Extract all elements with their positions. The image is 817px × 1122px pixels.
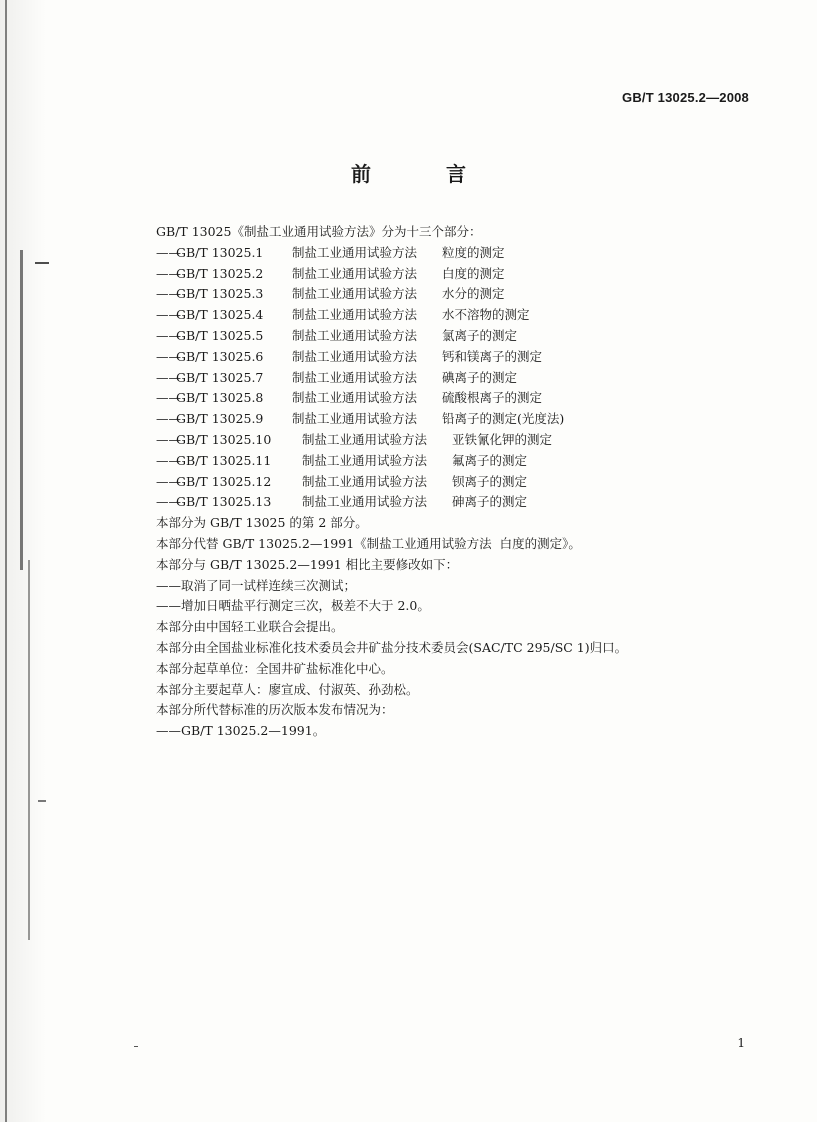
- part-item: 白度的测定: [442, 265, 505, 281]
- part-dash: ——: [156, 494, 181, 510]
- part-dash: ——: [156, 265, 181, 281]
- paragraph-line: ——GB/T 13025.2—1991。: [156, 723, 326, 739]
- part-dash: ——: [156, 348, 181, 364]
- part-method: 制盐工业通用试验方法: [292, 244, 418, 260]
- part-item: 硫酸根离子的测定: [442, 390, 543, 406]
- part-list-item: [156, 430, 756, 451]
- paragraph-line: 本部分所代替标准的历次版本发布情况为：: [156, 702, 394, 718]
- part-method: 制盐工业通用试验方法: [292, 286, 418, 302]
- part-dash: ——: [156, 244, 181, 260]
- part-list-item: [156, 305, 756, 326]
- part-code: GB/T 13025.3: [176, 286, 264, 302]
- paragraph-line: 本部分主要起草人：廖宣成、付淑英、孙劲松。: [156, 681, 419, 697]
- part-code: GB/T 13025.13: [176, 494, 272, 510]
- part-code: GB/T 13025.4: [176, 307, 264, 323]
- scan-margin-mark: [38, 800, 46, 802]
- part-item: 钡离子的测定: [452, 473, 528, 489]
- part-item: 碘离子的测定: [442, 369, 518, 385]
- part-method: 制盐工业通用试验方法: [302, 431, 428, 447]
- part-item: 水分的测定: [442, 286, 505, 302]
- part-item: 铅离子的测定(光度法): [442, 411, 565, 427]
- paragraph-line: 本部分与 GB/T 13025.2—1991 相比主要修改如下：: [156, 556, 459, 572]
- parts-list: [156, 243, 756, 513]
- part-list-item: [156, 243, 756, 264]
- part-code: GB/T 13025.6: [176, 348, 264, 364]
- part-dash: ——: [156, 327, 181, 343]
- part-code: GB/T 13025.11: [176, 452, 272, 468]
- part-method: 制盐工业通用试验方法: [292, 348, 418, 364]
- scan-margin-line: [20, 250, 23, 570]
- part-method: 制盐工业通用试验方法: [302, 494, 428, 510]
- part-item: 氟离子的测定: [452, 452, 528, 468]
- part-dash: ——: [156, 369, 181, 385]
- part-dash: ——: [156, 307, 181, 323]
- standard-code: GB/T 13025.2—2008: [622, 90, 749, 105]
- part-list-item: [156, 326, 756, 347]
- part-code: GB/T 13025.7: [176, 369, 264, 385]
- part-item: 砷离子的测定: [452, 494, 528, 510]
- page-number: 1: [737, 1036, 745, 1050]
- part-method: 制盐工业通用试验方法: [292, 327, 418, 343]
- part-item: 氯离子的测定: [442, 327, 518, 343]
- part-item: 水不溶物的测定: [442, 307, 530, 323]
- part-item: 亚铁氰化钾的测定: [452, 431, 553, 447]
- part-list-item: [156, 347, 756, 368]
- paragraph-line: 本部分由全国盐业标准化技术委员会井矿盐分技术委员会(SAC/TC 295/SC 1)归口。: [156, 639, 628, 655]
- scan-margin-mark: [35, 262, 49, 264]
- part-list-item: [156, 284, 756, 305]
- foreword-body: [156, 222, 756, 742]
- part-code: GB/T 13025.1: [176, 244, 264, 260]
- part-list-item: [156, 264, 756, 285]
- paragraph-line: 本部分为 GB/T 13025 的第 2 部分。: [156, 515, 368, 531]
- part-dash: ——: [156, 411, 181, 427]
- part-list-item: [156, 368, 756, 389]
- intro-line: GB/T 13025《制盐工业通用试验方法》分为十三个部分：: [156, 224, 482, 239]
- part-dash: ——: [156, 390, 181, 406]
- part-method: 制盐工业通用试验方法: [302, 452, 428, 468]
- scan-dot: [134, 1046, 138, 1047]
- paragraph-line: 本部分代替 GB/T 13025.2—1991《制盐工业通用试验方法 白度的测定》。: [156, 535, 581, 551]
- paragraph-line: ——取消了同一试样连续三次测试；: [156, 577, 357, 593]
- paragraph-list: [156, 513, 756, 742]
- part-list-item: [156, 492, 756, 513]
- part-code: GB/T 13025.9: [176, 411, 264, 427]
- part-code: GB/T 13025.8: [176, 390, 264, 406]
- part-dash: ——: [156, 452, 181, 468]
- part-list-item: [156, 451, 756, 472]
- part-code: GB/T 13025.5: [176, 327, 264, 343]
- part-method: 制盐工业通用试验方法: [292, 411, 418, 427]
- part-item: 钙和镁离子的测定: [442, 348, 543, 364]
- page-title: 前 言: [351, 162, 500, 186]
- paragraph-line: ——增加日晒盐平行测定三次，极差不大于 2.0。: [156, 598, 430, 614]
- part-list-item: [156, 388, 756, 409]
- part-dash: ——: [156, 431, 181, 447]
- part-code: GB/T 13025.2: [176, 265, 264, 281]
- part-list-item: [156, 472, 756, 493]
- part-method: 制盐工业通用试验方法: [292, 265, 418, 281]
- part-list-item: [156, 409, 756, 430]
- part-method: 制盐工业通用试验方法: [292, 390, 418, 406]
- part-item: 粒度的测定: [442, 244, 505, 260]
- part-dash: ——: [156, 473, 181, 489]
- part-dash: ——: [156, 286, 181, 302]
- part-method: 制盐工业通用试验方法: [292, 369, 418, 385]
- paragraph-line: 本部分起草单位：全国井矿盐标准化中心。: [156, 660, 394, 676]
- scan-margin-line: [28, 560, 30, 940]
- part-code: GB/T 13025.10: [176, 431, 272, 447]
- part-method: 制盐工业通用试验方法: [292, 307, 418, 323]
- part-method: 制盐工业通用试验方法: [302, 473, 428, 489]
- part-code: GB/T 13025.12: [176, 473, 272, 489]
- paragraph-line: 本部分由中国轻工业联合会提出。: [156, 619, 344, 635]
